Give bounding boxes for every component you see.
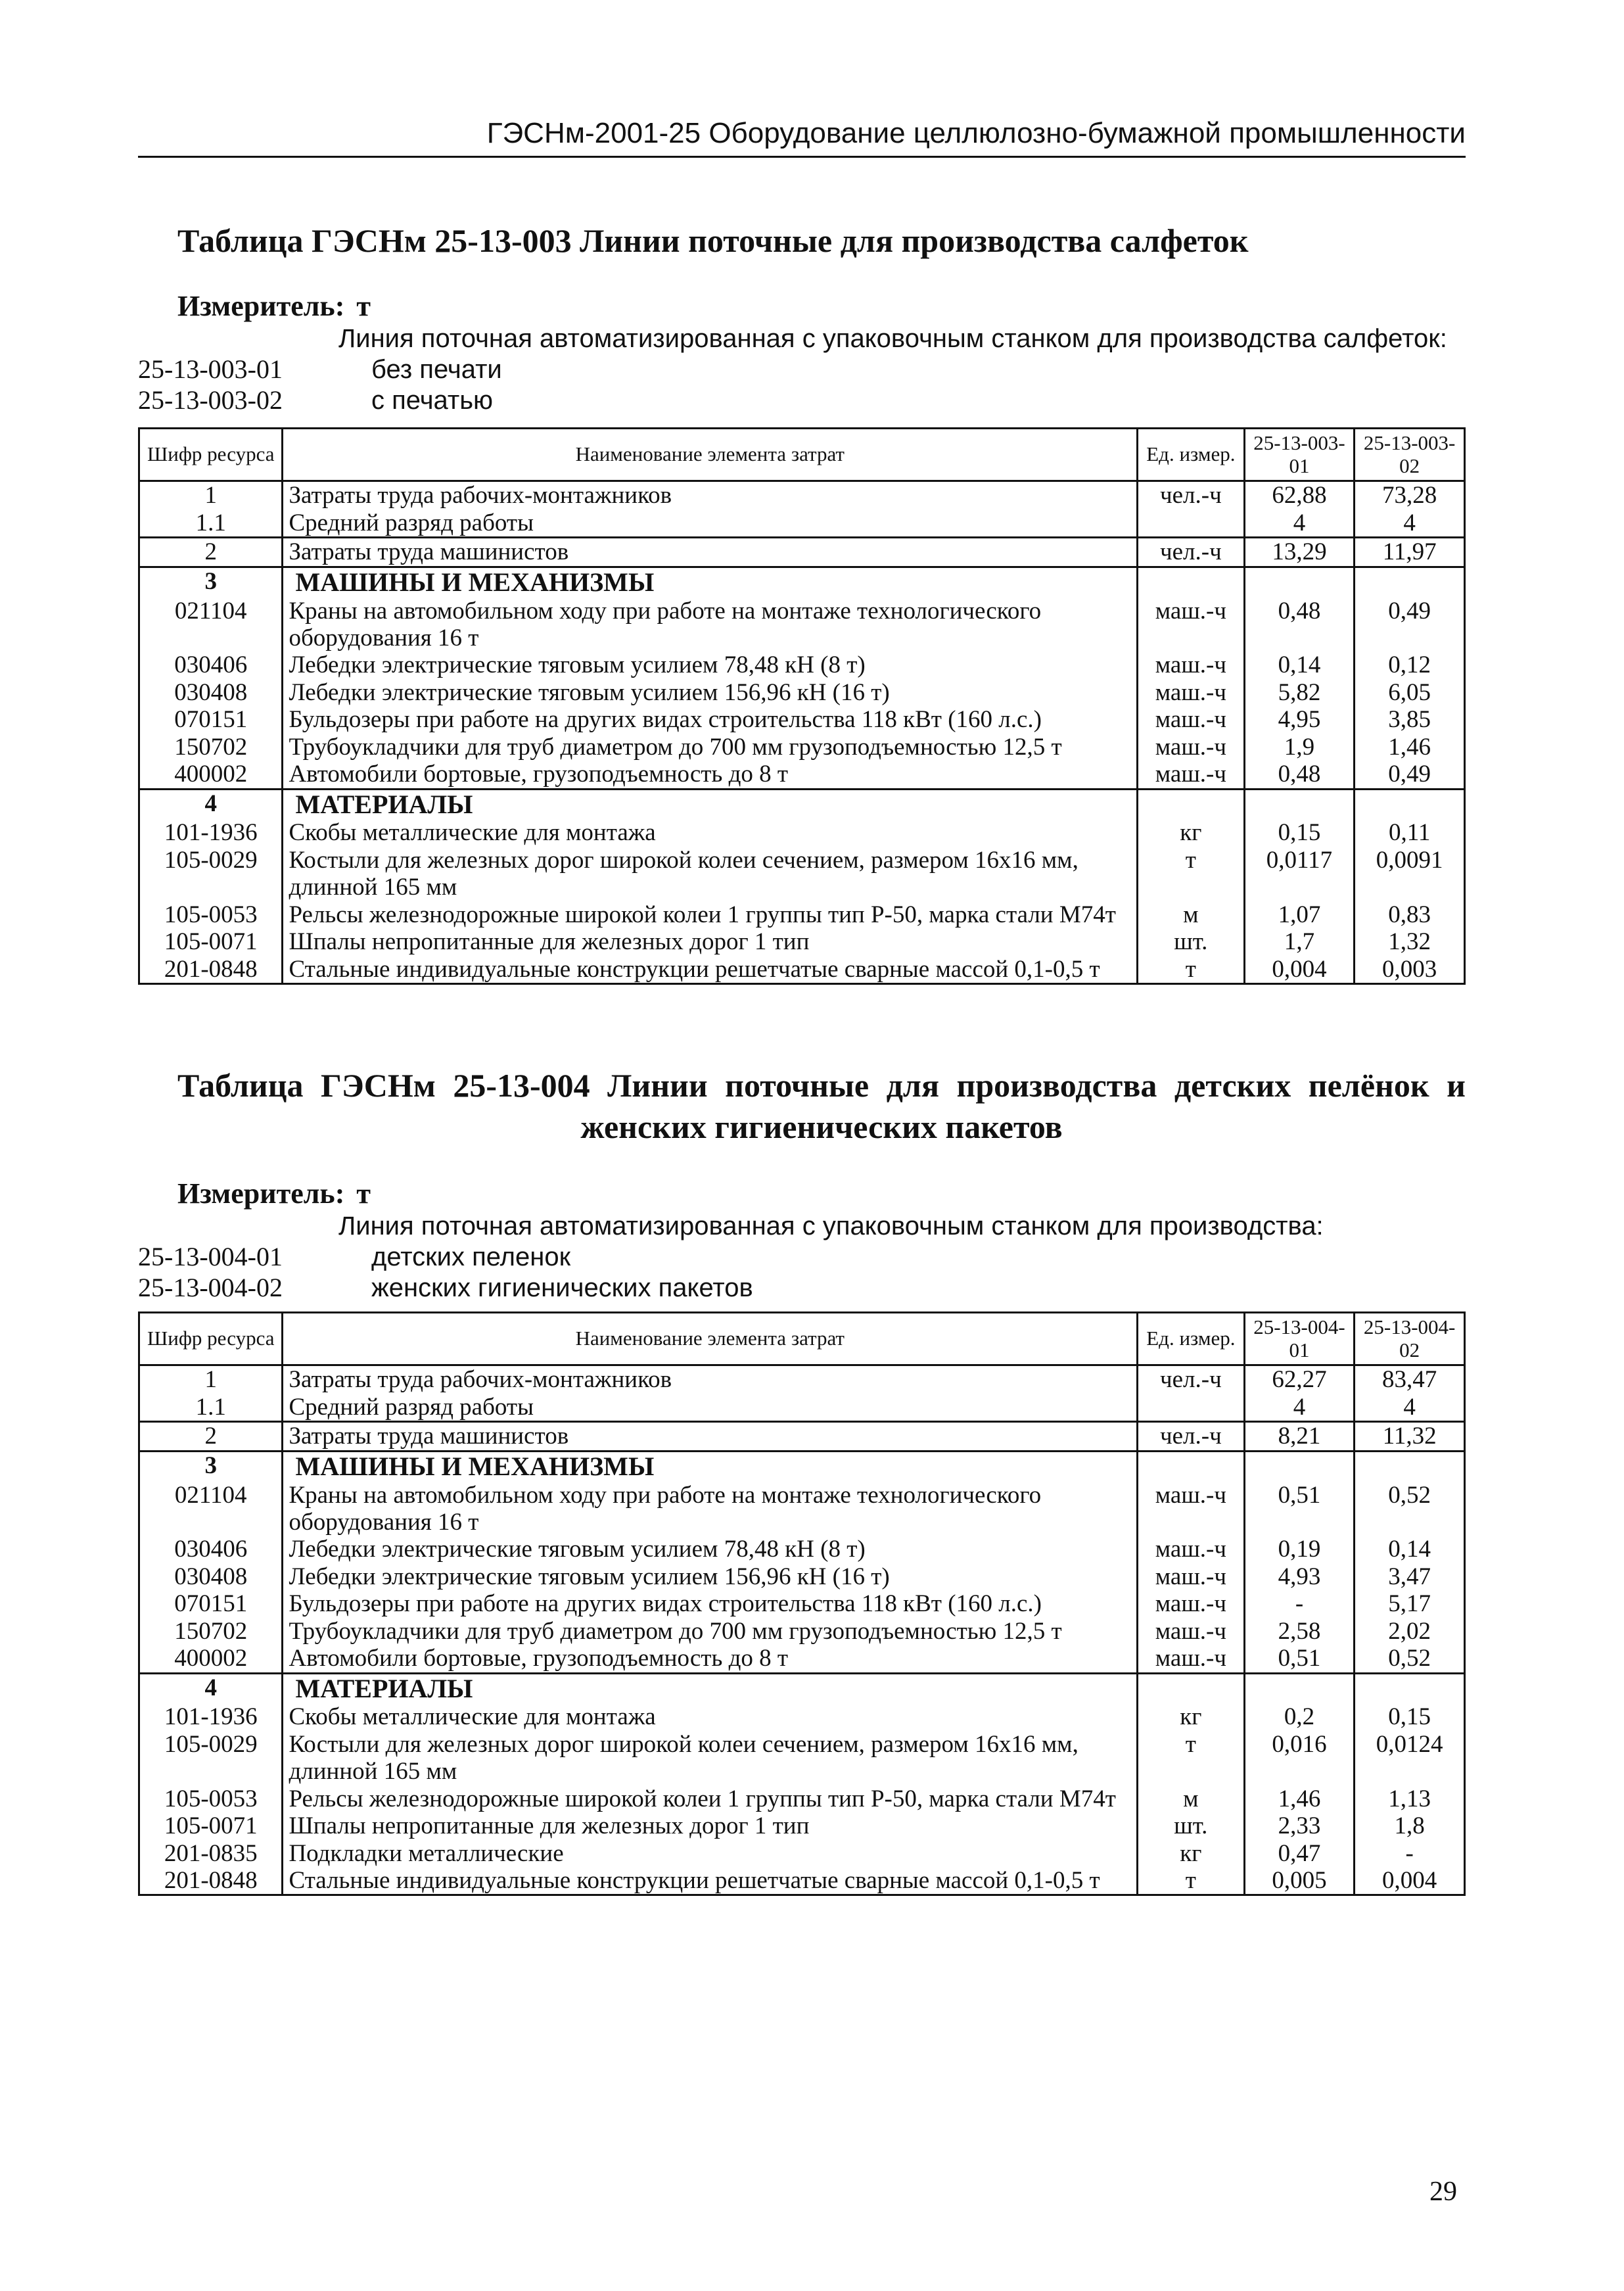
row-value-2 [1355,789,1465,819]
meter-label: Измеритель: [177,1177,345,1210]
row-unit: маш.-ч [1138,1536,1245,1563]
row-value-1 [1244,789,1355,819]
table-1-meter [177,289,371,323]
row-code: 3 [139,567,283,597]
resource-table-1 [138,427,1466,985]
row-value-1: 0,51 [1244,1645,1355,1673]
page-number: 29 [1429,2177,1457,2207]
row-value-2: 0,52 [1355,1645,1465,1673]
row-value-1: 0,48 [1244,761,1355,789]
meter-label: Измеритель: [177,290,345,322]
row-value-1: 2,58 [1244,1618,1355,1645]
row-unit: кг [1138,819,1245,846]
row-code: 105-0029 [139,1731,283,1785]
row-value-2: - [1355,1840,1465,1867]
row-unit: маш.-ч [1138,1618,1245,1645]
row-value-2: 3,47 [1355,1563,1465,1590]
row-unit: кг [1138,1840,1245,1867]
row-value-1: 0,14 [1244,651,1355,678]
row-value-1: 62,88 [1244,481,1355,509]
row-unit: т [1138,956,1245,984]
row-code: 105-0071 [139,1812,283,1839]
row-code: 201-0835 [139,1840,283,1867]
row-name: Костыли для железных дорог широкой колеи сечением, размером 16x16 мм, длинной 165 мм [283,1731,1138,1785]
section-title: МАШИНЫ И МЕХАНИЗМЫ [283,1451,1138,1481]
table-row [139,481,1465,509]
table-2-title [177,1065,1466,1147]
section-title: МАТЕРИАЛЫ [283,789,1138,819]
meter-value: т [356,1177,371,1210]
column-header-name: Наименование элемента затрат [283,1313,1138,1365]
table-1-variant-1 [138,354,1321,385]
row-name: Стальные индивидуальные конструкции решетчатые сварные массой 0,1-0,5 т [283,956,1138,984]
row-value-1: 4,95 [1244,706,1355,733]
table-row [139,509,1465,538]
row-value-1: 4,93 [1244,1563,1355,1590]
table-row [139,1536,1465,1563]
row-code: 400002 [139,1645,283,1673]
row-name: Трубоукладчики для труб диаметром до 700 мм грузоподъемностью 12,5 т [283,1618,1138,1645]
table-2-description: Линия поточная автоматизированная с упаковочным станком для производства: [338,1212,1324,1240]
variant-code: 25-13-004-02 [138,1273,283,1302]
row-name: Бульдозеры при работе на других видах строительства 118 кВт (160 л.с.) [283,1590,1138,1617]
row-unit: чел.-ч [1138,538,1245,567]
row-unit: маш.-ч [1138,679,1245,706]
row-code: 1 [139,1365,283,1394]
row-value-1: 4 [1244,509,1355,538]
section-row [139,1673,1465,1703]
row-code: 030408 [139,1563,283,1590]
row-value-1: 0,004 [1244,956,1355,984]
column-header-variant-1: 25-13-004-01 [1244,1313,1355,1365]
row-unit: т [1138,1731,1245,1785]
row-value-2 [1355,1673,1465,1703]
table-1-description: Линия поточная автоматизированная с упаковочным станком для производства салфеток: [338,324,1447,353]
row-code: 021104 [139,598,283,652]
row-value-2: 3,85 [1355,706,1465,733]
row-value-1: 0,47 [1244,1840,1355,1867]
row-name: Краны на автомобильном ходу при работе на монтаже технологического оборудования 16 т [283,1482,1138,1536]
table-2-title-line-1: Таблица ГЭСНм 25-13-004 Линии поточные для производства детских пелёнок и [177,1067,1466,1104]
table-row [139,1812,1465,1839]
row-value-2 [1355,1451,1465,1481]
row-code: 101-1936 [139,819,283,846]
row-name: Костыли для железных дорог широкой колеи сечением, размером 16x16 мм, длинной 165 мм [283,847,1138,901]
row-unit: маш.-ч [1138,651,1245,678]
row-value-2: 0,83 [1355,901,1465,928]
row-value-1: 0,0117 [1244,847,1355,901]
row-value-1: 2,33 [1244,1812,1355,1839]
table-row [139,901,1465,928]
column-header-variant-1: 25-13-003-01 [1244,429,1355,481]
row-unit: маш.-ч [1138,598,1245,652]
row-value-2: 0,0091 [1355,847,1465,901]
row-name: Шпалы непропитанные для железных дорог 1 тип [283,928,1138,955]
table-row [139,928,1465,955]
row-name: Стальные индивидуальные конструкции решетчатые сварные массой 0,1-0,5 т [283,1867,1138,1895]
table-row [139,679,1465,706]
row-value-1: 1,07 [1244,901,1355,928]
row-value-1: 8,21 [1244,1422,1355,1451]
row-unit: маш.-ч [1138,761,1245,789]
row-code: 400002 [139,761,283,789]
row-code: 105-0071 [139,928,283,955]
table-row [139,651,1465,678]
table-row [139,1785,1465,1812]
row-value-2: 4 [1355,1394,1465,1422]
row-code: 3 [139,1451,283,1481]
row-value-2: 2,02 [1355,1618,1465,1645]
row-code: 201-0848 [139,956,283,984]
row-name: Скобы металлические для монтажа [283,1703,1138,1730]
row-unit [1138,1394,1245,1422]
column-header-name: Наименование элемента затрат [283,429,1138,481]
row-code: 030406 [139,651,283,678]
row-value-2: 6,05 [1355,679,1465,706]
row-unit [1138,789,1245,819]
table-1-variant-2 [138,385,1321,415]
row-value-1: 0,2 [1244,1703,1355,1730]
row-unit: чел.-ч [1138,1365,1245,1394]
row-value-1: 62,27 [1244,1365,1355,1394]
row-name: Автомобили бортовые, грузоподъемность до 8 т [283,761,1138,789]
row-code: 1.1 [139,509,283,538]
variant-code: 25-13-003-01 [138,354,283,384]
table-row [139,1867,1465,1895]
row-value-2: 0,11 [1355,819,1465,846]
row-unit: маш.-ч [1138,734,1245,761]
row-code: 1 [139,481,283,509]
table-row [139,1731,1465,1785]
row-value-2: 11,97 [1355,538,1465,567]
row-code: 101-1936 [139,1703,283,1730]
row-unit: шт. [1138,1812,1245,1839]
table-row [139,598,1465,652]
variant-label: женских гигиенических пакетов [371,1273,753,1302]
row-name: Лебедки электрические тяговым усилием 78,48 кН (8 т) [283,651,1138,678]
table-row [139,538,1465,567]
row-name: Средний разряд работы [283,509,1138,538]
column-header-unit: Ед. измер. [1138,1313,1245,1365]
row-value-1: 5,82 [1244,679,1355,706]
row-value-1: - [1244,1590,1355,1617]
table-row [139,1840,1465,1867]
row-value-1: 1,7 [1244,928,1355,955]
row-unit: кг [1138,1703,1245,1730]
row-unit: т [1138,1867,1245,1895]
row-name: Бульдозеры при работе на других видах строительства 118 кВт (160 л.с.) [283,706,1138,733]
column-header-code: Шифр ресурса [139,429,283,481]
row-name: Рельсы железнодорожные широкой колеи 1 группы тип Р-50, марка стали М74т [283,901,1138,928]
table-row [139,1394,1465,1422]
row-name: Затраты труда машинистов [283,538,1138,567]
row-value-1: 0,15 [1244,819,1355,846]
variant-code: 25-13-003-02 [138,385,283,415]
row-unit [1138,509,1245,538]
row-value-1 [1244,1673,1355,1703]
variant-label: без печати [371,355,502,384]
row-code: 2 [139,1422,283,1451]
row-unit [1138,1451,1245,1481]
row-code: 070151 [139,1590,283,1617]
row-code: 030408 [139,679,283,706]
row-name: Лебедки электрические тяговым усилием 78,48 кН (8 т) [283,1536,1138,1563]
section-row [139,789,1465,819]
row-value-2: 4 [1355,509,1465,538]
row-value-2: 0,52 [1355,1482,1465,1536]
row-code: 105-0053 [139,901,283,928]
variant-label: детских пеленок [371,1242,571,1271]
table-row [139,956,1465,984]
row-value-2: 1,46 [1355,734,1465,761]
variant-label: с печатью [371,386,494,415]
table-2-meter [177,1177,371,1210]
row-value-2 [1355,567,1465,597]
row-unit: маш.-ч [1138,1563,1245,1590]
table-2-title-line-2: женских гигиенических пакетов [580,1108,1063,1145]
row-name: Рельсы железнодорожные широкой колеи 1 группы тип Р-50, марка стали М74т [283,1785,1138,1812]
row-name: Подкладки металлические [283,1840,1138,1867]
row-unit: т [1138,847,1245,901]
row-name: Лебедки электрические тяговым усилием 156,96 кН (16 т) [283,679,1138,706]
row-unit: чел.-ч [1138,481,1245,509]
column-header-variant-2: 25-13-003-02 [1355,429,1465,481]
row-value-2: 0,14 [1355,1536,1465,1563]
table-2-variant-2 [138,1272,1321,1303]
row-code: 2 [139,538,283,567]
table-row [139,1590,1465,1617]
row-code: 4 [139,1673,283,1703]
row-unit: м [1138,1785,1245,1812]
meter-value: т [356,290,371,322]
row-value-2: 83,47 [1355,1365,1465,1394]
row-value-1: 0,48 [1244,598,1355,652]
column-header-unit: Ед. измер. [1138,429,1245,481]
row-name: Трубоукладчики для труб диаметром до 700 мм грузоподъемностью 12,5 т [283,734,1138,761]
row-value-2: 0,003 [1355,956,1465,984]
row-name: Затраты труда машинистов [283,1422,1138,1451]
table-row [139,1618,1465,1645]
column-header-code: Шифр ресурса [139,1313,283,1365]
row-value-1: 0,51 [1244,1482,1355,1536]
row-unit: м [1138,901,1245,928]
row-name: Средний разряд работы [283,1394,1138,1422]
row-unit: маш.-ч [1138,1590,1245,1617]
row-value-1 [1244,567,1355,597]
row-name: Автомобили бортовые, грузоподъемность до 8 т [283,1645,1138,1673]
section-title: МАШИНЫ И МЕХАНИЗМЫ [283,567,1138,597]
row-unit: шт. [1138,928,1245,955]
row-unit: чел.-ч [1138,1422,1245,1451]
section-title: МАТЕРИАЛЫ [283,1673,1138,1703]
row-value-1: 0,19 [1244,1536,1355,1563]
row-value-2: 1,13 [1355,1785,1465,1812]
row-value-2: 5,17 [1355,1590,1465,1617]
row-value-1: 1,9 [1244,734,1355,761]
column-header-variant-2: 25-13-004-02 [1355,1313,1465,1365]
row-value-2: 11,32 [1355,1422,1465,1451]
row-code: 105-0029 [139,847,283,901]
row-code: 150702 [139,1618,283,1645]
row-value-2: 1,8 [1355,1812,1465,1839]
table-row [139,706,1465,733]
row-code: 1.1 [139,1394,283,1422]
table-row [139,761,1465,789]
row-code: 021104 [139,1482,283,1536]
row-unit [1138,1673,1245,1703]
row-value-1: 0,016 [1244,1731,1355,1785]
row-name: Краны на автомобильном ходу при работе на монтаже технологического оборудования 16 т [283,598,1138,652]
row-value-2: 0,0124 [1355,1731,1465,1785]
table-row [139,1703,1465,1730]
row-name: Лебедки электрические тяговым усилием 156,96 кН (16 т) [283,1563,1138,1590]
row-code: 030406 [139,1536,283,1563]
row-name: Скобы металлические для монтажа [283,819,1138,846]
row-unit: маш.-ч [1138,706,1245,733]
row-value-2: 73,28 [1355,481,1465,509]
row-value-1: 0,005 [1244,1867,1355,1895]
row-name: Затраты труда рабочих-монтажников [283,481,1138,509]
table-row [139,847,1465,901]
row-unit: маш.-ч [1138,1482,1245,1536]
table-row [139,819,1465,846]
row-value-1: 4 [1244,1394,1355,1422]
row-code: 070151 [139,706,283,733]
row-value-2: 1,32 [1355,928,1465,955]
row-value-2: 0,49 [1355,761,1465,789]
row-unit: маш.-ч [1138,1645,1245,1673]
table-row [139,1563,1465,1590]
row-value-1: 13,29 [1244,538,1355,567]
row-name: Шпалы непропитанные для железных дорог 1 тип [283,1812,1138,1839]
row-value-1 [1244,1451,1355,1481]
row-value-2: 0,004 [1355,1867,1465,1895]
running-header: ГЭСНм-2001-25 Оборудование целлюлозно-бумажной промышленности [138,117,1466,158]
row-value-2: 0,15 [1355,1703,1465,1730]
section-row [139,1451,1465,1481]
row-code: 201-0848 [139,1867,283,1895]
row-value-2: 0,49 [1355,598,1465,652]
table-row [139,1365,1465,1394]
variant-code: 25-13-004-01 [138,1242,283,1271]
table-2-variant-1 [138,1241,1321,1272]
table-row [139,1645,1465,1673]
section-row [139,567,1465,597]
table-1-title: Таблица ГЭСНм 25-13-003 Линии поточные для производства салфеток [177,222,1249,259]
row-unit [1138,567,1245,597]
table-row [139,1482,1465,1536]
row-name: Затраты труда рабочих-монтажников [283,1365,1138,1394]
resource-table-2 [138,1311,1466,1896]
table-row [139,1422,1465,1451]
row-value-1: 1,46 [1244,1785,1355,1812]
table-row [139,734,1465,761]
row-code: 105-0053 [139,1785,283,1812]
row-code: 150702 [139,734,283,761]
row-code: 4 [139,789,283,819]
row-value-2: 0,12 [1355,651,1465,678]
